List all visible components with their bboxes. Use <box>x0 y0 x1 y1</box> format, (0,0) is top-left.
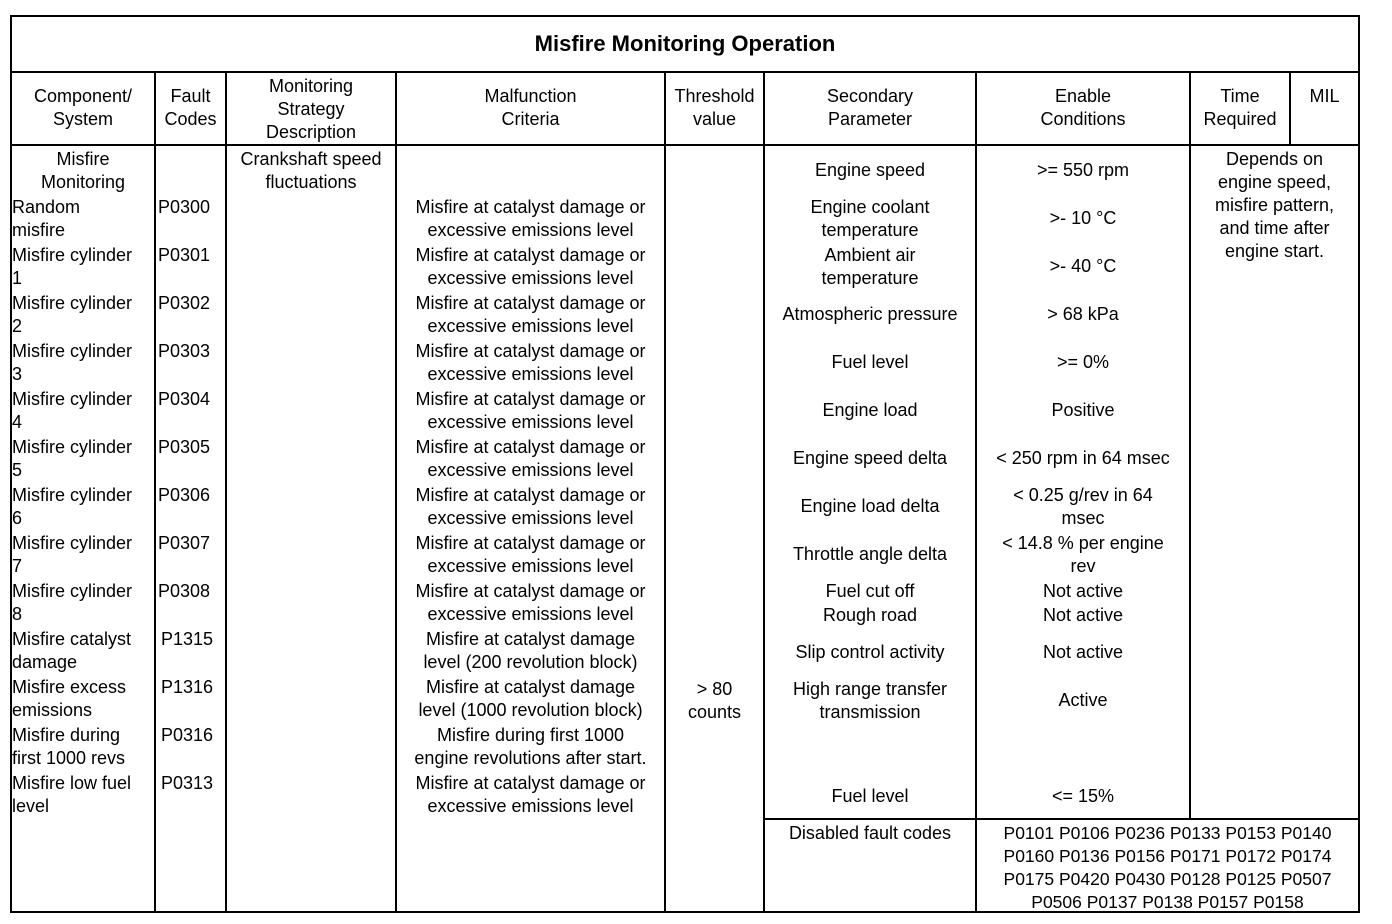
disabled-codes-divider <box>764 818 1360 820</box>
fault-code-cell: P0306 <box>158 485 211 505</box>
strategy-description: Crankshaft speed fluctuations <box>240 149 382 192</box>
malfunction-cell: Misfire at catalyst damage or excessive emissions level <box>415 293 646 336</box>
secondary-parameter: Atmospheric pressure <box>782 304 958 324</box>
malfunction-cell: Misfire at catalyst damage or excessive emissions level <box>415 581 646 624</box>
col-divider-4 <box>664 71 666 913</box>
secondary-parameter: Fuel level <box>831 786 909 806</box>
header-component: Component/ System <box>33 86 133 129</box>
secondary-parameter: Slip control activity <box>795 642 945 662</box>
malfunction-cell: Misfire at catalyst damage level (1000 revolution block) <box>418 677 643 720</box>
fault-code-cell: P0300 <box>158 197 211 217</box>
fault-code-cell: P0316 <box>161 725 214 745</box>
component-cell: Misfire cylinder 5 <box>12 437 133 480</box>
disabled-codes-list: P0101 P0106 P0236 P0133 P0153 P0140 P0160 P0136 P0156 P0171 P0172 P0174 P0175 P0420 P0430 P0128 P0125 P0507 P0506 P0137 P0138 P0157 P0158 <box>1003 823 1332 912</box>
component-cell: Misfire cylinder 8 <box>12 581 133 624</box>
malfunction-cell: Misfire at catalyst damage or excessive emissions level <box>415 773 646 816</box>
threshold-value: > 80 counts <box>687 679 742 722</box>
enable-condition: Positive <box>1051 400 1115 420</box>
enable-condition: >- 10 °C <box>1049 208 1117 228</box>
secondary-parameter: Engine load <box>822 400 918 420</box>
component-cell: Misfire cylinder 3 <box>12 341 133 384</box>
enable-condition: < 0.25 g/rev in 64 msec <box>1013 485 1153 528</box>
component-cell: Misfire low fuel level <box>12 773 132 816</box>
component-cell: Misfire Monitoring <box>40 149 126 192</box>
fault-code-cell: P0301 <box>158 245 211 265</box>
secondary-parameter: Throttle angle delta <box>792 544 948 564</box>
fault-code-cell: P0304 <box>158 389 211 409</box>
disabled-codes-label: Disabled fault codes <box>788 823 952 843</box>
secondary-parameter: Engine speed <box>814 160 926 180</box>
enable-condition: Not active <box>1042 581 1124 601</box>
secondary-parameter: High range transfer transmission <box>792 679 948 722</box>
component-cell: Misfire during first 1000 revs <box>12 725 126 768</box>
fault-code-cell: P0308 <box>158 581 211 601</box>
header-strategy: Monitoring Strategy Description <box>265 76 357 142</box>
secondary-parameter: Engine load delta <box>800 496 940 516</box>
enable-condition: Not active <box>1042 642 1124 662</box>
enable-condition: Not active <box>1042 605 1124 625</box>
component-cell: Misfire cylinder 2 <box>12 293 133 336</box>
secondary-parameter: Engine coolant temperature <box>810 197 930 240</box>
secondary-parameter: Engine speed delta <box>792 448 948 468</box>
malfunction-cell: Misfire at catalyst damage or excessive emissions level <box>415 197 646 240</box>
header-malfunction: Malfunction Criteria <box>484 86 577 129</box>
malfunction-cell: Misfire during first 1000 engine revolutions after start. <box>414 725 647 768</box>
secondary-parameter: Fuel level <box>831 352 909 372</box>
time-required: Depends on engine speed, misfire pattern, and time after engine start. <box>1214 149 1335 261</box>
fault-code-cell: P1315 <box>161 629 214 649</box>
malfunction-cell: Misfire at catalyst damage level (200 revolution block) <box>423 629 638 672</box>
header-enable: Enable Conditions <box>1040 86 1126 129</box>
fault-code-cell: P0302 <box>158 293 211 313</box>
header-threshold: Threshold value <box>674 86 755 129</box>
malfunction-cell: Misfire at catalyst damage or excessive emissions level <box>415 533 646 576</box>
component-cell: Random misfire <box>12 197 81 240</box>
component-cell: Misfire excess emissions <box>12 677 127 720</box>
enable-condition: Active <box>1058 690 1108 710</box>
table-title: Misfire Monitoring Operation <box>534 30 836 56</box>
enable-condition: >- 40 °C <box>1049 256 1117 276</box>
enable-condition: >= 0% <box>1056 352 1110 372</box>
fault-code-cell: P0303 <box>158 341 211 361</box>
secondary-parameter: Ambient air temperature <box>821 245 919 288</box>
enable-condition: >= 550 rpm <box>1036 160 1130 180</box>
header-time: Time Required <box>1203 86 1277 129</box>
fault-code-cell: P0305 <box>158 437 211 457</box>
malfunction-cell: Misfire at catalyst damage or excessive emissions level <box>415 437 646 480</box>
fault-code-cell: P1316 <box>161 677 214 697</box>
fault-code-cell: P0307 <box>158 533 211 553</box>
component-cell: Misfire cylinder 4 <box>12 389 133 432</box>
fault-code-cell: P0313 <box>161 773 214 793</box>
enable-condition: < 250 rpm in 64 msec <box>996 448 1170 468</box>
enable-condition: > 68 kPa <box>1047 304 1119 324</box>
enable-condition: <= 15% <box>1051 786 1115 806</box>
malfunction-cell: Misfire at catalyst damage or excessive emissions level <box>415 245 646 288</box>
secondary-parameter: Rough road <box>822 605 918 625</box>
component-cell: Misfire cylinder 7 <box>12 533 133 576</box>
malfunction-cell: Misfire at catalyst damage or excessive emissions level <box>415 389 646 432</box>
component-cell: Misfire catalyst damage <box>12 629 132 672</box>
col-divider-1 <box>154 71 156 913</box>
header-mil: MIL <box>1309 86 1340 106</box>
header-secondary: Secondary Parameter <box>826 86 914 129</box>
enable-condition: < 14.8 % per engine rev <box>1002 533 1164 576</box>
component-cell: Misfire cylinder 6 <box>12 485 133 528</box>
component-cell: Misfire cylinder 1 <box>12 245 133 288</box>
malfunction-cell: Misfire at catalyst damage or excessive emissions level <box>415 485 646 528</box>
malfunction-cell: Misfire at catalyst damage or excessive emissions level <box>415 341 646 384</box>
header-fault-codes: Fault Codes <box>164 86 217 129</box>
secondary-parameter: Fuel cut off <box>825 581 915 601</box>
